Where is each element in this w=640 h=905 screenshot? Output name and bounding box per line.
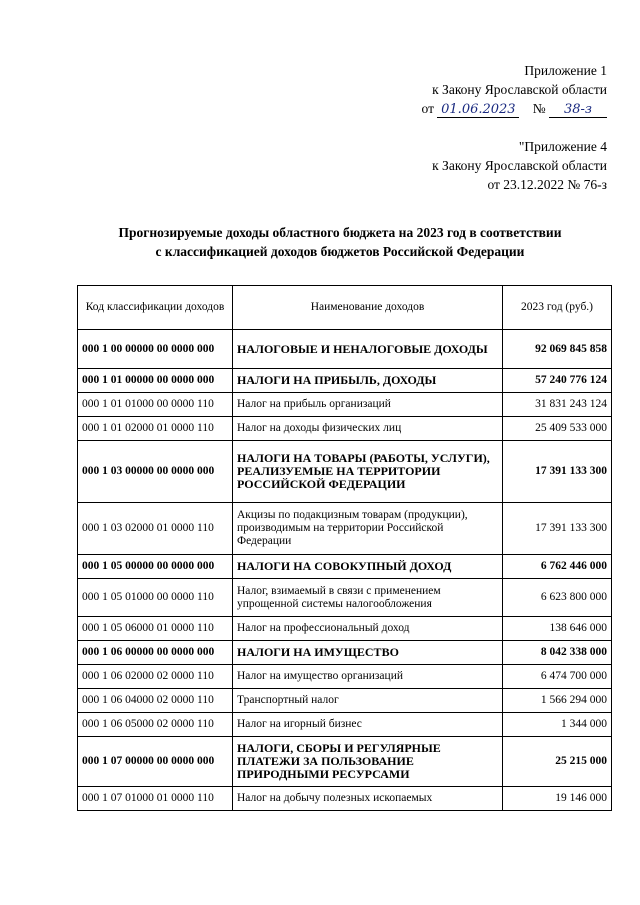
row-name-cell: Налог на профессиональный доход xyxy=(233,617,503,641)
row-code-cell: 000 1 01 00000 00 0000 000 xyxy=(78,369,233,393)
table-row xyxy=(78,665,612,689)
document-title xyxy=(70,223,610,261)
row-name-cell: НАЛОГОВЫЕ И НЕНАЛОГОВЫЕ ДОХОДЫ xyxy=(233,330,503,369)
row-code-cell: 000 1 07 00000 00 0000 000 xyxy=(78,737,233,787)
row-code-cell: 000 1 06 02000 02 0000 110 xyxy=(78,665,233,689)
row-code-cell: 000 1 05 06000 01 0000 110 xyxy=(78,617,233,641)
appendix-4-title: "Приложение 4 xyxy=(518,139,607,154)
appendix-4-law: к Закону Ярославской области xyxy=(432,158,607,173)
row-name-cell: Налог на игорный бизнес xyxy=(233,713,503,737)
row-name-cell: Налог, взимаемый в связи с применением упрощенной системы налогообложения xyxy=(233,579,503,617)
appendix-1-header xyxy=(422,61,608,118)
row-amount-cell: 6 623 800 000 xyxy=(503,579,612,617)
row-code-cell: 000 1 06 05000 02 0000 110 xyxy=(78,713,233,737)
table-row xyxy=(78,579,612,617)
column-header-amount: 2023 год (руб.) xyxy=(503,286,612,330)
handwritten-number: 38-з xyxy=(549,103,607,118)
row-name-cell: НАЛОГИ НА ТОВАРЫ (РАБОТЫ, УСЛУГИ), РЕАЛИЗУЕМЫЕ НА ТЕРРИТОРИИ РОССИЙСКОЙ ФЕДЕРАЦИИ xyxy=(233,441,503,503)
table-row xyxy=(78,617,612,641)
row-name-cell: Налог на прибыль организаций xyxy=(233,393,503,417)
row-amount-cell: 17 391 133 300 xyxy=(503,441,612,503)
row-amount-cell: 1 344 000 xyxy=(503,713,612,737)
row-amount-cell: 19 146 000 xyxy=(503,787,612,811)
table-row xyxy=(78,689,612,713)
table-row xyxy=(78,393,612,417)
row-code-cell: 000 1 00 00000 00 0000 000 xyxy=(78,330,233,369)
column-header-code: Код классификации доходов xyxy=(78,286,233,330)
appendix-1-date-line xyxy=(422,99,608,118)
row-name-cell: НАЛОГИ, СБОРЫ И РЕГУЛЯРНЫЕ ПЛАТЕЖИ ЗА ПОЛЬЗОВАНИЕ ПРИРОДНЫМИ РЕСУРСАМИ xyxy=(233,737,503,787)
row-amount-cell: 138 646 000 xyxy=(503,617,612,641)
table-row xyxy=(78,555,612,579)
row-name-cell: Акцизы по подакцизным товарам (продукции), производимым на территории Российской Федерации xyxy=(233,503,503,555)
row-amount-cell: 25 409 533 000 xyxy=(503,417,612,441)
handwritten-date: 01.06.2023 xyxy=(437,103,519,118)
row-name-cell: Налог на имущество организаций xyxy=(233,665,503,689)
table-row xyxy=(78,369,612,393)
document-title-line-1: Прогнозируемые доходы областного бюджета на 2023 год в соответствии xyxy=(118,225,562,240)
row-code-cell: 000 1 05 01000 00 0000 110 xyxy=(78,579,233,617)
appendix-1-title: Приложение 1 xyxy=(524,63,607,78)
table-row xyxy=(78,441,612,503)
row-code-cell: 000 1 01 02000 01 0000 110 xyxy=(78,417,233,441)
table-row xyxy=(78,713,612,737)
row-amount-cell: 6 762 446 000 xyxy=(503,555,612,579)
table-row xyxy=(78,641,612,665)
appendix-1-law: к Закону Ярославской области xyxy=(432,82,607,97)
row-amount-cell: 31 831 243 124 xyxy=(503,393,612,417)
table-row xyxy=(78,737,612,787)
row-name-cell: НАЛОГИ НА ИМУЩЕСТВО xyxy=(233,641,503,665)
table-row xyxy=(78,417,612,441)
row-code-cell: 000 1 06 00000 00 0000 000 xyxy=(78,641,233,665)
row-amount-cell: 92 069 845 858 xyxy=(503,330,612,369)
row-amount-cell: 6 474 700 000 xyxy=(503,665,612,689)
row-code-cell: 000 1 01 01000 00 0000 110 xyxy=(78,393,233,417)
row-code-cell: 000 1 03 00000 00 0000 000 xyxy=(78,441,233,503)
row-code-cell: 000 1 03 02000 01 0000 110 xyxy=(78,503,233,555)
table-row xyxy=(78,787,612,811)
row-name-cell: Транспортный налог xyxy=(233,689,503,713)
row-name-cell: Налог на добычу полезных ископаемых xyxy=(233,787,503,811)
row-code-cell: 000 1 06 04000 02 0000 110 xyxy=(78,689,233,713)
row-code-cell: 000 1 05 00000 00 0000 000 xyxy=(78,555,233,579)
document-title-line-2: с классификацией доходов бюджетов Российской Федерации xyxy=(155,244,525,259)
table-row xyxy=(78,503,612,555)
row-amount-cell: 25 215 000 xyxy=(503,737,612,787)
table-row xyxy=(78,330,612,369)
row-amount-cell: 17 391 133 300 xyxy=(503,503,612,555)
table-header-row xyxy=(78,286,612,330)
row-name-cell: Налог на доходы физических лиц xyxy=(233,417,503,441)
row-amount-cell: 1 566 294 000 xyxy=(503,689,612,713)
table-body xyxy=(78,330,612,811)
row-amount-cell: 57 240 776 124 xyxy=(503,369,612,393)
column-header-name: Наименование доходов xyxy=(233,286,503,330)
revenue-table xyxy=(77,285,612,811)
appendix-4-header xyxy=(432,137,607,194)
row-code-cell: 000 1 07 01000 01 0000 110 xyxy=(78,787,233,811)
row-amount-cell: 8 042 338 000 xyxy=(503,641,612,665)
row-name-cell: НАЛОГИ НА СОВОКУПНЫЙ ДОХОД xyxy=(233,555,503,579)
date-prefix: от xyxy=(421,101,434,116)
number-prefix: № xyxy=(532,101,546,116)
appendix-4-date: от 23.12.2022 № 76-з xyxy=(487,177,607,192)
row-name-cell: НАЛОГИ НА ПРИБЫЛЬ, ДОХОДЫ xyxy=(233,369,503,393)
